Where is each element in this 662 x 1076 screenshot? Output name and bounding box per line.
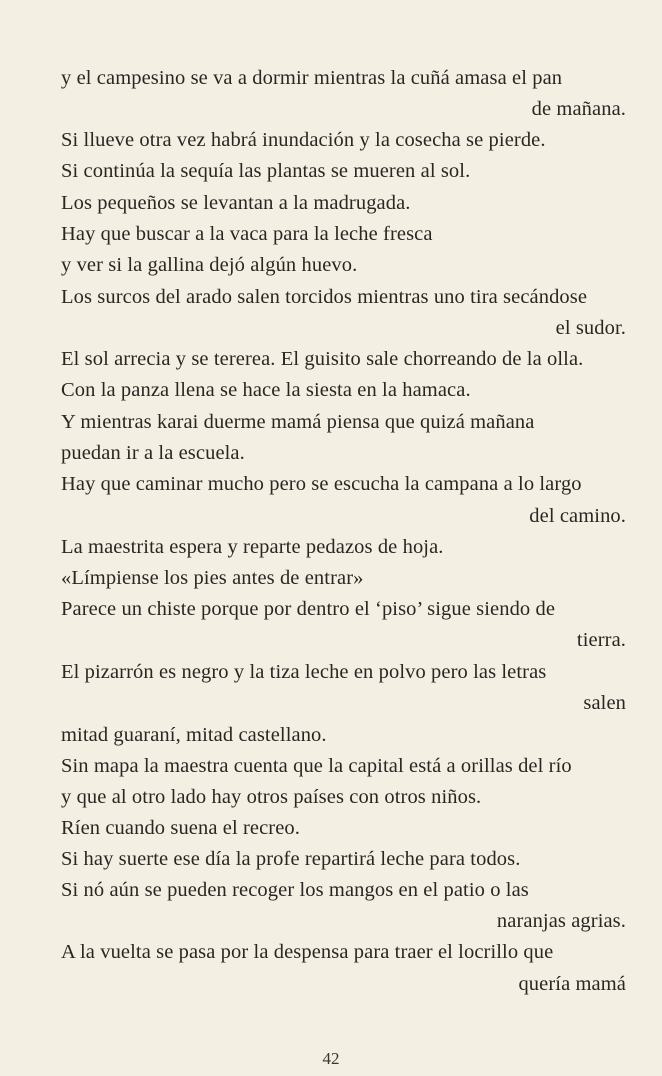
poem-line: Los pequeños se levantan a la madrugada. bbox=[61, 192, 411, 214]
poem-line-continuation: tierra. bbox=[576, 629, 626, 651]
poem-line: Y mientras karai duerme mamá piensa que quizá mañana bbox=[61, 411, 535, 433]
poem-line: Los surcos del arado salen torcidos mientras uno tira secándose bbox=[61, 286, 588, 308]
poem-line-continuation: del camino. bbox=[529, 505, 626, 527]
poem-line: Con la panza llena se hace la siesta en la hamaca. bbox=[61, 379, 471, 401]
poem-line: El sol arrecia y se tererea. El guisito sale chorreando de la olla. bbox=[61, 348, 584, 370]
poem-line: Si llueve otra vez habrá inundación y la cosecha se pierde. bbox=[61, 129, 546, 151]
poem-line: Si hay suerte ese día la profe repartirá leche para todos. bbox=[61, 848, 521, 870]
poem-line-continuation: salen bbox=[583, 692, 626, 714]
poem-line: mitad guaraní, mitad castellano. bbox=[61, 724, 327, 746]
poem-line-continuation: el sudor. bbox=[555, 317, 626, 339]
poem-line: Si continúa la sequía las plantas se mueren al sol. bbox=[61, 160, 471, 182]
poem-line: puedan ir a la escuela. bbox=[61, 442, 245, 464]
page-number: 42 bbox=[322, 1049, 340, 1068]
poem-line: El pizarrón es negro y la tiza leche en polvo pero las letras bbox=[61, 661, 547, 683]
poem-line: Sin mapa la maestra cuenta que la capital está a orillas del río bbox=[61, 755, 572, 777]
poem-line: A la vuelta se pasa por la despensa para traer el locrillo que bbox=[61, 941, 554, 963]
poem-line: y ver si la gallina dejó algún huevo. bbox=[61, 254, 358, 276]
poem-line: Si nó aún se pueden recoger los mangos en el patio o las bbox=[61, 879, 529, 901]
poem-line-continuation: quería mamá bbox=[518, 973, 626, 995]
poem-line: «Límpiense los pies antes de entrar» bbox=[61, 567, 364, 589]
poem-line: Hay que caminar mucho pero se escucha la campana a lo largo bbox=[61, 473, 582, 495]
poem-line: La maestrita espera y reparte pedazos de hoja. bbox=[61, 536, 444, 558]
poem-line-continuation: naranjas agrias. bbox=[496, 910, 626, 932]
poem-line-continuation: de mañana. bbox=[531, 98, 626, 120]
poem-line: Hay que buscar a la vaca para la leche fresca bbox=[61, 223, 433, 245]
poem-line: Parece un chiste porque por dentro el ‘piso’ sigue siendo de bbox=[61, 598, 556, 620]
poem-line: y el campesino se va a dormir mientras la cuñá amasa el pan bbox=[61, 67, 563, 89]
poem-line: Ríen cuando suena el recreo. bbox=[61, 817, 301, 839]
poem-line: y que al otro lado hay otros países con otros niños. bbox=[61, 786, 482, 808]
